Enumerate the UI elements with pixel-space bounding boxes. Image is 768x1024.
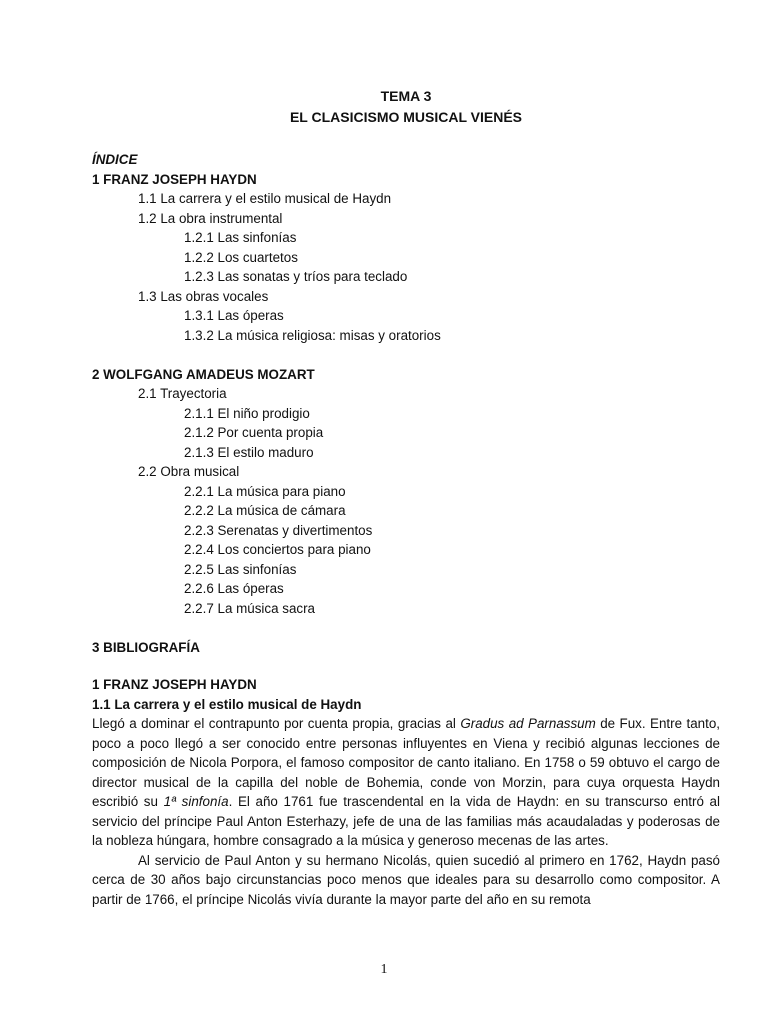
paragraph-1-italic-b: 1ª sinfonía — [163, 794, 229, 809]
toc-entry-level-3: 1.2.3 Las sonatas y tríos para teclado — [184, 269, 408, 284]
section-heading: 1 FRANZ JOSEPH HAYDN — [92, 677, 257, 692]
toc-spacer — [92, 345, 720, 365]
toc-list — [92, 170, 720, 658]
toc-entry-level-2: 1.3 Las obras vocales — [138, 288, 269, 304]
toc-entry-level-3: 2.2.6 Las óperas — [184, 581, 284, 596]
table-of-contents — [92, 150, 720, 657]
toc-entry-level-2: 2.1 Trayectoria — [138, 386, 227, 401]
paragraph-1-text-a: Llegó a dominar el contrapunto por cuenta propia, gracias al — [92, 716, 461, 731]
paragraph-1 — [92, 714, 720, 851]
paragraph-1-text-b: de Fux. Entre tanto, poco a poco llegó a ser conocido entre personas influyentes en Viena y recibió algunas lecciones de composición de Nicola Porpora, el famoso compositor de canto italiano. En 1758 o 59 obtuvo el cargo de director musical de la capilla del noble de Bohemia, conde von Morzin, para cuya orquesta Haydn escribió su — [92, 716, 721, 809]
toc-entry-level-3: 2.2.3 Serenatas y divertimentos — [184, 522, 373, 538]
paragraph-2: Al servicio de Paul Anton y su hermano Nicolás, quien sucedió al primero en 1762, Haydn pasó cerca de 30 años bajo circunstancias poco menos que ideales para su desarrollo como compositor. A partir de 1766, el príncipe Nicolás vivía durante la mayor parte del año en su remota — [92, 852, 720, 907]
toc-entry-level-1: 3 BIBLIOGRAFÍA — [92, 639, 200, 655]
toc-entry-level-1: 2 WOLFGANG AMADEUS MOZART — [92, 366, 315, 382]
index-label: ÍNDICE — [92, 152, 138, 167]
toc-entry-level-3: 1.3.2 La música religiosa: misas y oratorios — [184, 327, 441, 343]
toc-entry-level-3: 1.2.2 Los cuartetos — [184, 249, 298, 265]
body-text — [92, 675, 720, 909]
toc-entry-level-3: 2.1.1 El niño prodigio — [184, 405, 310, 421]
toc-entry-level-2: 1.2 La obra instrumental — [138, 210, 283, 226]
toc-entry-level-3: 1.3.1 Las óperas — [184, 308, 284, 323]
toc-entry-level-3: 2.2.5 Las sinfonías — [184, 561, 297, 577]
document-title-line-2: EL CLASICISMO MUSICAL VIENÉS — [289, 109, 523, 125]
toc-entry-level-2: 1.1 La carrera y el estilo musical de Haydn — [138, 191, 392, 206]
toc-entry-level-3: 2.1.3 El estilo maduro — [184, 444, 314, 460]
toc-entry-level-3: 2.2.1 La música para piano — [184, 483, 346, 499]
toc-entry-level-1: 1 FRANZ JOSEPH HAYDN — [92, 171, 257, 187]
toc-entry-level-2: 2.2 Obra musical — [138, 464, 240, 479]
paragraph-1-text-c: . El año 1761 fue trascendental en la vida de Haydn: en su transcurso entró al servicio del príncipe Paul Anton Esterhazy, jefe de una de las familias más acaudaladas y poderosas de la nobleza húngara, hombre consagrado a la música y generoso mecenas de las artes. — [92, 794, 720, 848]
toc-entry-level-3: 1.2.1 Las sinfonías — [184, 230, 297, 245]
subsection-heading: 1.1 La carrera y el estilo musical de Haydn — [92, 696, 362, 712]
toc-entry-level-3: 2.1.2 Por cuenta propia — [184, 425, 324, 440]
toc-entry-level-3: 2.2.2 La música de cámara — [184, 503, 346, 518]
toc-entry-level-3: 2.2.4 Los conciertos para piano — [184, 542, 371, 557]
toc-entry-level-3: 2.2.7 La música sacra — [184, 600, 315, 616]
paragraph-1-italic-a: Gradus ad Parnassum — [460, 716, 596, 731]
toc-spacer — [92, 618, 720, 638]
page-number: 1 — [380, 962, 388, 977]
document-title-line-1: TEMA 3 — [380, 88, 432, 104]
